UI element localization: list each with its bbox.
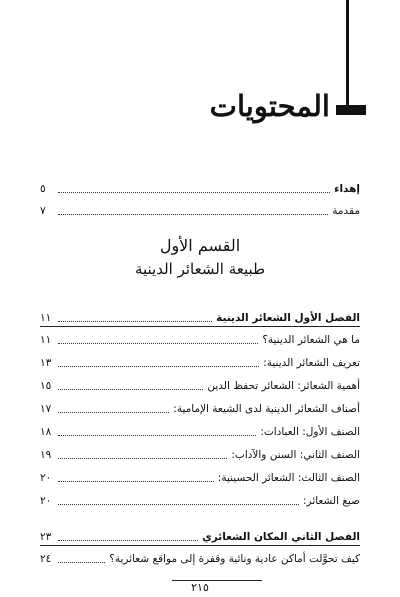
part-name-heading: طبيعة الشعائر الدينية: [134, 260, 266, 278]
toc-entry[interactable]: [40, 469, 360, 486]
toc-entry-page: ٢٤: [40, 553, 52, 565]
toc-entry-label: صيغ الشعائر:: [302, 495, 360, 507]
chapter-divider: [40, 545, 360, 546]
toc-entry-page: ٧: [40, 205, 46, 217]
leader-dots: [58, 481, 214, 482]
page-title: المحتويات: [209, 89, 330, 123]
leader-dots: [58, 412, 169, 413]
leader-dots: [58, 435, 256, 436]
toc-entry-page: ٥: [40, 183, 46, 195]
toc-entry-label: أهمية الشعائر: الشعائر تحفظ الدين: [207, 380, 360, 392]
leader-dots: [58, 321, 212, 322]
toc-entry[interactable]: [40, 550, 360, 567]
part-number-heading: القسم الأول: [159, 236, 241, 255]
leader-dots: [58, 192, 330, 193]
leader-dots: [58, 366, 259, 367]
toc-chapter-label: الفصل الثاني المكان الشعائري: [202, 531, 360, 543]
page-number: ٢١٥: [191, 581, 209, 594]
decorative-title-bar: [336, 105, 366, 115]
leader-dots: [58, 343, 258, 344]
toc-entry-page: ٢٠: [40, 495, 52, 507]
toc-entry-dedication[interactable]: [40, 180, 360, 197]
toc-entry-page: ١٣: [40, 357, 52, 369]
toc-chapter-label: الفصل الأول الشعائر الدينية: [216, 312, 360, 324]
decorative-vertical-rule: [346, 0, 349, 112]
toc-entry[interactable]: [40, 400, 360, 417]
toc-entry[interactable]: [40, 354, 360, 371]
toc-entry-label: الصنف الثاني: السنن والآداب:: [231, 449, 360, 461]
toc-entry-page: ١٧: [40, 403, 52, 415]
leader-dots: [58, 540, 198, 541]
toc-chapter-page: ٢٣: [40, 531, 52, 543]
toc-chapter-1[interactable]: [40, 309, 360, 326]
leader-dots: [58, 389, 203, 390]
toc-entry-page: ١٩: [40, 449, 52, 461]
toc-entry-page: ١١: [40, 334, 52, 346]
toc-entry-label: كيف تحوَّلت أماكن عادية ونائية وقفرة إلى مواقع شعائرية؟: [109, 553, 360, 565]
leader-dots: [58, 504, 299, 505]
toc-entry[interactable]: [40, 331, 360, 348]
toc-chapter-2[interactable]: [40, 528, 360, 545]
toc-entry-introduction[interactable]: [40, 202, 360, 219]
toc-entry-label: مقدمة: [332, 205, 360, 217]
toc-entry[interactable]: [40, 423, 360, 440]
chapter-divider: [40, 326, 360, 327]
leader-dots: [58, 562, 105, 563]
toc-entry[interactable]: [40, 446, 360, 463]
toc-chapter-page: ١١: [40, 312, 52, 324]
toc-entry-label: تعريف الشعائر الدينية:: [263, 357, 360, 369]
toc-entry[interactable]: [40, 377, 360, 394]
toc-entry-label: أصناف الشعائر الدينية لدى الشيعة الإمامية:: [173, 403, 360, 415]
toc-entry-label: ما هي الشعائر الدينية؟: [262, 334, 360, 346]
toc-entry-page: ١٨: [40, 426, 52, 438]
toc-entry-label: الصنف الثالث: الشعائر الحسينية:: [217, 472, 360, 484]
toc-entry-page: ١٥: [40, 380, 52, 392]
leader-dots: [58, 214, 328, 215]
toc-entry-label: الصنف الأول: العبادات:: [260, 426, 360, 438]
toc-entry[interactable]: [40, 492, 360, 509]
toc-entry-page: ٢٠: [40, 472, 52, 484]
leader-dots: [58, 458, 227, 459]
toc-entry-label: إهداء: [334, 183, 360, 195]
